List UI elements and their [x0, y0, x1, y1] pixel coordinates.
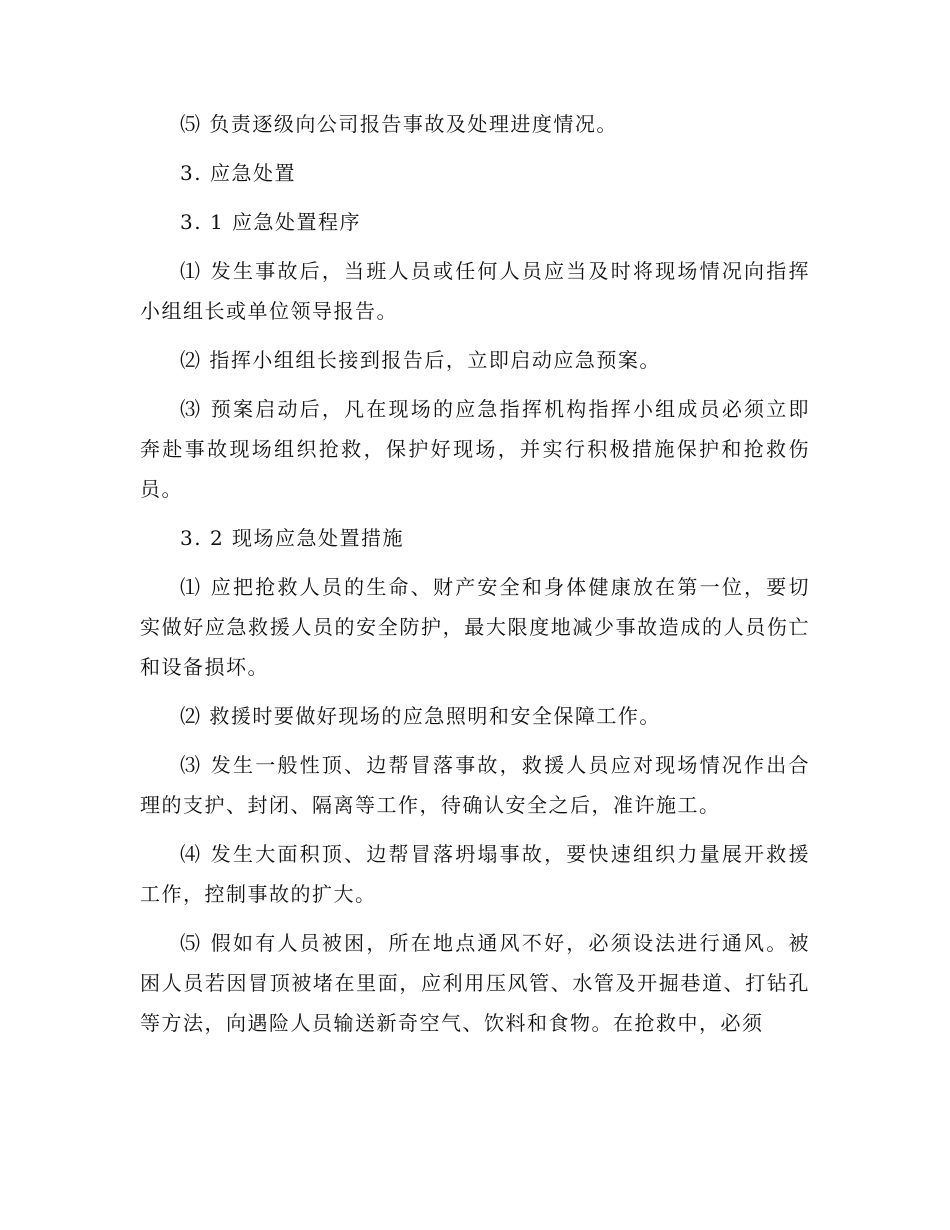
- paragraph-measure-3: ⑶ 发生一般性顶、边帮冒落事故，救援人员应对现场情况作出合理的支护、封闭、隔离等工作，待确认安全之后，准许施工。: [140, 753, 810, 817]
- paragraph-measure-4: ⑷ 发生大面积顶、边帮冒落坍塌事故，要快速组织力量展开救援工作，控制事故的扩大。: [140, 842, 810, 906]
- section-heading-emergency-response: 3. 应急处置: [180, 161, 296, 185]
- paragraph-measure-5: ⑸ 假如有人员被困，所在地点通风不好，必须设法进行通风。被困人员若因冒顶被堵在里面，应利用压风管、水管及开掘巷道、打钻孔等方法，向遇险人员输送新奇空气、饮料和食物。在抢救中，必须: [140, 931, 810, 1035]
- paragraph-procedure-3: ⑶ 预案启动后，凡在现场的应急指挥机构指挥小组成员必须立即奔赴事故现场组织抢救，保护好现场，并实行积极措施保护和抢救伤员。: [140, 397, 810, 501]
- subsection-heading-response-procedure: 3. 1 应急处置程序: [180, 210, 362, 234]
- document-body: [140, 104, 810, 1052]
- paragraph-procedure-1: ⑴ 发生事故后，当班人员或任何人员应当及时将现场情况向指挥小组组长或单位领导报告。: [140, 259, 810, 323]
- paragraph-report-progress: ⑸ 负责逐级向公司报告事故及处理进度情况。: [180, 112, 618, 136]
- paragraph-measure-2: ⑵ 救援时要做好现场的应急照明和安全保障工作。: [180, 704, 661, 728]
- paragraph-procedure-2: ⑵ 指挥小组组长接到报告后，立即启动应急预案。: [180, 348, 661, 372]
- paragraph-measure-1: ⑴ 应把抢救人员的生命、财产安全和身体健康放在第一位，要切实做好应急救援人员的安全防护，最大限度地减少事故造成的人员伤亡和设备损坏。: [140, 575, 810, 679]
- subsection-heading-onsite-measures: 3. 2 现场应急处置措施: [180, 526, 405, 550]
